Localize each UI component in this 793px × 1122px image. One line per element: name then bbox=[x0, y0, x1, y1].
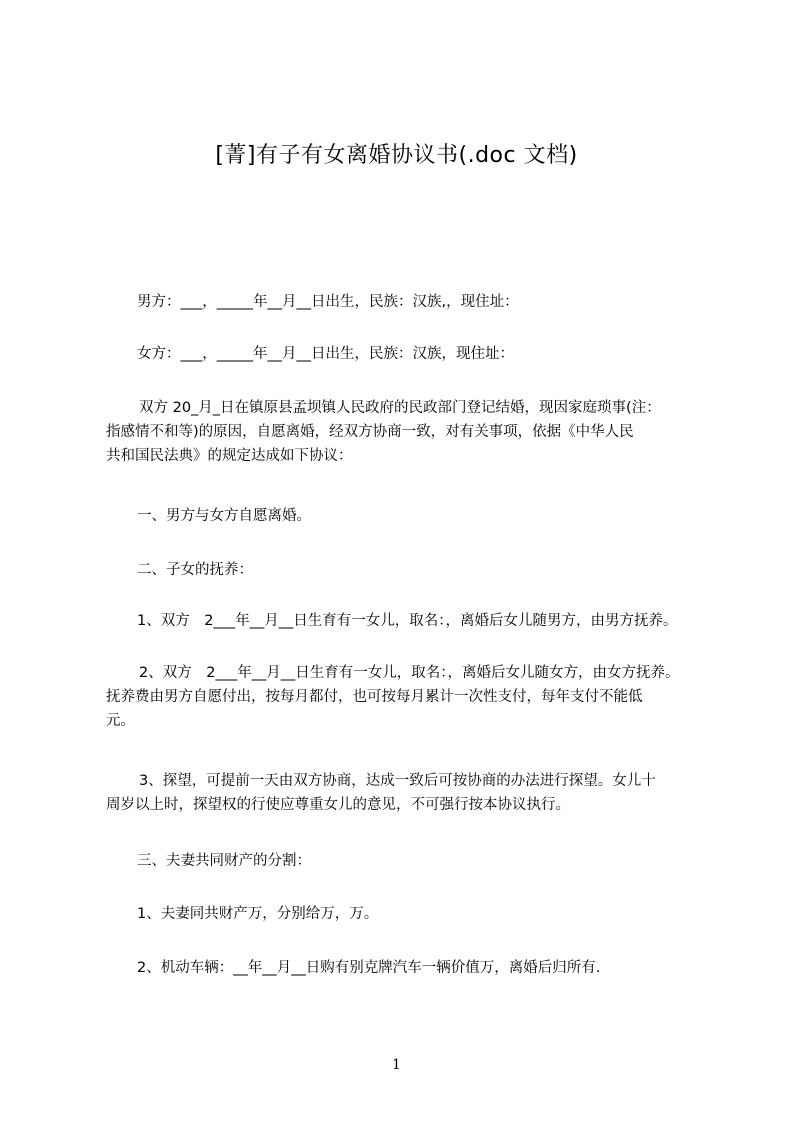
property-2-line: 2、机动车辆：__年__月__日购有别克牌汽车一辆价值万，离婚后归所有. bbox=[137, 960, 601, 976]
husband-info-line: 男方：___，_____年__月__日出生，民族：汉族,，现住址： bbox=[137, 294, 519, 310]
wife-info bbox=[137, 342, 737, 366]
property-1-line: 1、夫妻同共财产万，分别给万，万。 bbox=[137, 906, 379, 922]
intro-line: 指感情不和等)的原因，自愿离婚，经双方协商一致，对有关事项，依据《中华人民 bbox=[106, 424, 634, 440]
child-2-line: 2、双方 2___年__月__日生育有一女儿，取名：，离婚后女儿随女方，由女方抚养。 bbox=[139, 665, 680, 681]
property-2-paragraph bbox=[137, 956, 737, 980]
child-2-line: 抚养费由男方自愿付出，按每月都付，也可按每月累计一次性支付，每年支付不能低 bbox=[106, 689, 643, 705]
clause-2-heading bbox=[137, 558, 737, 582]
clause-3-heading bbox=[137, 849, 737, 873]
child-2-paragraph bbox=[106, 661, 706, 733]
intro-paragraph bbox=[106, 396, 706, 468]
clause-2-line: 二、子女的抚养： bbox=[137, 562, 253, 578]
intro-line: 双方 20_月_日在镇原县孟坝镇人民政府的民政部门登记结婚，现因家庭琐事(注： bbox=[139, 400, 661, 416]
visit-paragraph bbox=[106, 769, 706, 817]
wife-info-line: 女方：___，_____年__月__日出生，民族：汉族，现住址： bbox=[137, 346, 514, 362]
husband-info bbox=[137, 290, 737, 314]
visit-line: 周岁以上时，探望权的行使应尊重女儿的意见，不可强行按本协议执行。 bbox=[106, 797, 570, 813]
child-1-paragraph bbox=[137, 609, 737, 633]
intro-line: 共和国民法典》的规定达成如下协议： bbox=[106, 448, 353, 464]
clause-1 bbox=[137, 504, 737, 528]
child-2-line: 元。 bbox=[106, 713, 135, 729]
page-number: 1 bbox=[392, 1057, 401, 1073]
clause-1-line: 一、男方与女方自愿离婚。 bbox=[137, 508, 311, 524]
visit-line: 3、探望，可提前一天由双方协商，达成一致后可按协商的办法进行探望。女儿十 bbox=[139, 773, 656, 789]
document-title: [菁]有子有女离婚协议书(.doc 文档) bbox=[215, 143, 578, 168]
clause-3-line: 三、夫妻共同财产的分割： bbox=[137, 853, 311, 869]
child-1-line: 1、双方 2___年__月__日生育有一女儿，取名：，离婚后女儿随男方，由男方抚养。 bbox=[137, 613, 678, 629]
property-1-paragraph bbox=[137, 902, 737, 926]
